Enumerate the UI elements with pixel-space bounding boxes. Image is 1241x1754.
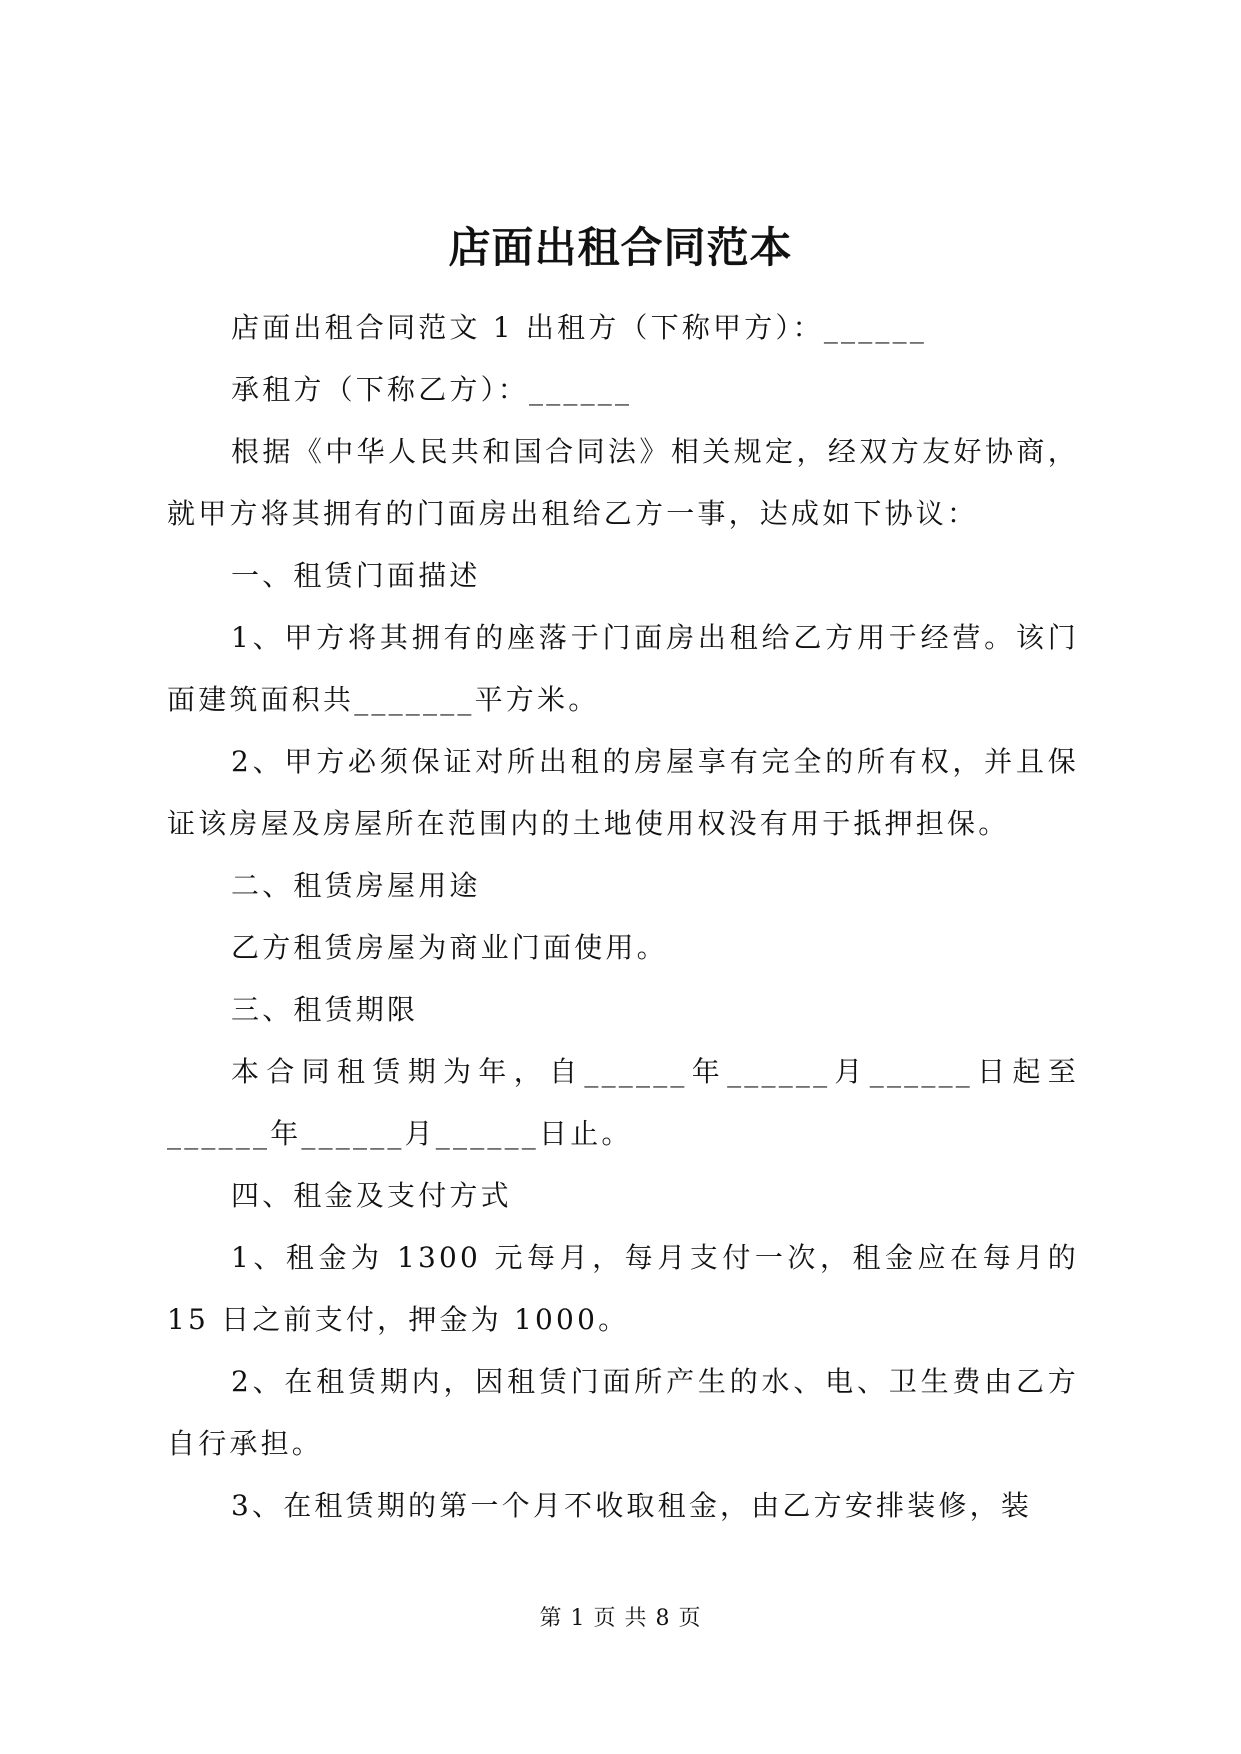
clause-3: 本合同租赁期为年，自______年______月______日起至______年______月______日止。	[167, 1055, 1079, 1150]
clause-4-1: 1、租金为 1300 元每月，每月支付一次，租金应在每月的 15 日之前支付，押金为 1000。	[167, 1241, 1079, 1336]
clause-4-2: 2、在租赁期内，因租赁门面所产生的水、电、卫生费由乙方自行承担。	[167, 1365, 1079, 1460]
paragraph-lessor: 店面出租合同范文 1 出租方（下称甲方）：______	[231, 311, 928, 344]
paragraph-preamble: 根据《中华人民共和国合同法》相关规定，经双方友好协商，就甲方将其拥有的门面房出租给乙方一事，达成如下协议：	[167, 435, 1079, 530]
heading-section-1: 一、租赁门面描述	[231, 559, 481, 592]
clause-2: 乙方租赁房屋为商业门面使用。	[231, 931, 668, 964]
clause-1-1: 1、甲方将其拥有的座落于门面房出租给乙方用于经营。该门面建筑面积共_______平方米。	[167, 621, 1079, 716]
clause-1-2: 2、甲方必须保证对所出租的房屋享有完全的所有权，并且保证该房屋及房屋所在范围内的土地使用权没有用于抵押担保。	[167, 745, 1079, 840]
page-number: 第 1 页 共 8 页	[539, 1606, 702, 1631]
document-title: 店面出租合同范本	[448, 223, 793, 272]
heading-section-3: 三、租赁期限	[231, 993, 419, 1026]
paragraph-lessee: 承租方（下称乙方）：______	[231, 373, 633, 406]
heading-section-4: 四、租金及支付方式	[231, 1179, 512, 1212]
clause-4-3: 3、在租赁期的第一个月不收取租金，由乙方安排装修，装	[231, 1489, 1033, 1522]
heading-section-2: 二、租赁房屋用途	[231, 869, 481, 902]
document-body	[167, 297, 1079, 1537]
